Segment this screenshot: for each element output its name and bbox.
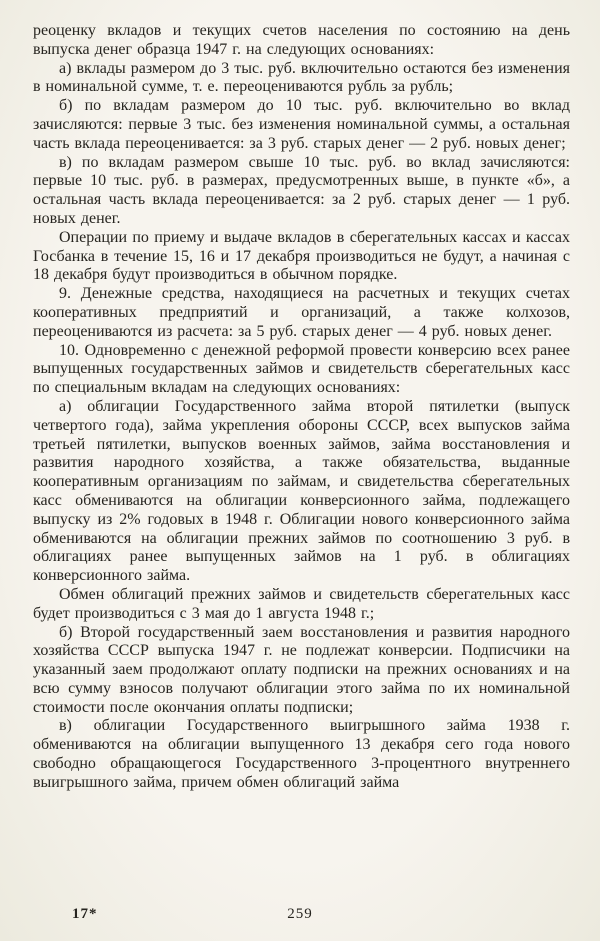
page-number: 259 xyxy=(287,906,313,922)
printer-signature-mark: 17* xyxy=(72,906,98,922)
paragraph-exchange-dates: Обмен облигаций прежних займов и свидетельств сберегательных касс будет производиться с 3 мая до 1 августа 1948 г.; xyxy=(33,585,570,622)
paragraph-point-10: 10. Одновременно с денежной реформой провести конверсию всех ранее выпущенных государственных займов и свидетельств сберегательных касс по специальным вкладам на следующих основаниях: xyxy=(33,341,570,397)
paragraph-point-10a: а) облигации Государственного займа второй пятилетки (выпуск четвертого года), займа укрепления обороны СССР, всех выпусков займа третьей пятилетки, выпусков военных займов, займа восстановления и развития народного хозяйства, а также обязательства, выданные кооперативным организациям по займам, и свидетельства сберегательных касс обмениваются на облигации конверсионного займа, подлежащего выпуску из 2% годовых в 1948 г. Облигации нового конверсионного займа обмениваются на облигации прежних займов по соотношению 3 руб. в облигациях ранее выпущенных займов на 1 руб. в облигациях конверсионного займа. xyxy=(33,397,570,585)
paragraph-operations: Операции по приему и выдаче вкладов в сберегательных кассах и кассах Госбанка в течение 15, 16 и 17 декабря производиться не будут, а начиная с 18 декабря будут производиться в обычном порядке. xyxy=(33,228,570,284)
paragraph-item-a: а) вклады размером до 3 тыс. руб. включительно остаются без изменения в номинальной сумме, т. е. переоцениваются рубль за рубль; xyxy=(33,59,570,96)
paragraph-item-b: б) по вкладам размером до 10 тыс. руб. включительно во вклад зачисляются: первые 3 тыс. без изменения номинальной суммы, а остальная часть вклада переоценивается: за 3 руб. старых денег — 2 руб. новых денег; xyxy=(33,97,570,152)
paragraph-item-v: в) по вкладам размером свыше 10 тыс. руб. во вклад зачисляются: первые 10 тыс. руб. в размерах, предусмотренных выше, в пункте «б», а остальная часть вклада переоценивается: за 2 руб. старых денег — 1 руб. новых денег. xyxy=(33,153,570,227)
paragraph-point-10v: в) облигации Государственного выигрышного займа 1938 г. обмениваются на облигации выпущенного 13 декабря сего года нового свободно обращающегося Государственного 3-процентного внутреннего выигрышного займа, причем обмен облигаций займа xyxy=(33,717,570,791)
page-text-block xyxy=(33,22,570,793)
paragraph-continuation: реоценку вкладов и текущих счетов населения по состоянию на день выпуска денег образца 1947 г. на следующих основаниях: xyxy=(33,22,570,58)
paragraph-point-10b: б) Второй государственный заем восстановления и развития народного хозяйства СССР выпуска 1947 г. не подлежат конверсии. Подписчики на указанный заем продолжают оплату подписки на прежних основаниях и на всю сумму взносов получают облигации этого займа по их номинальной стоимости после окончания оплаты подписки; xyxy=(33,623,570,716)
paragraph-point-9: 9. Денежные средства, находящиеся на расчетных и текущих счетах кооперативных предприятий и организаций, а также колхозов, переоцениваются из расчета: за 5 руб. старых денег — 4 руб. новых денег. xyxy=(33,285,570,340)
page-footer xyxy=(0,905,600,925)
